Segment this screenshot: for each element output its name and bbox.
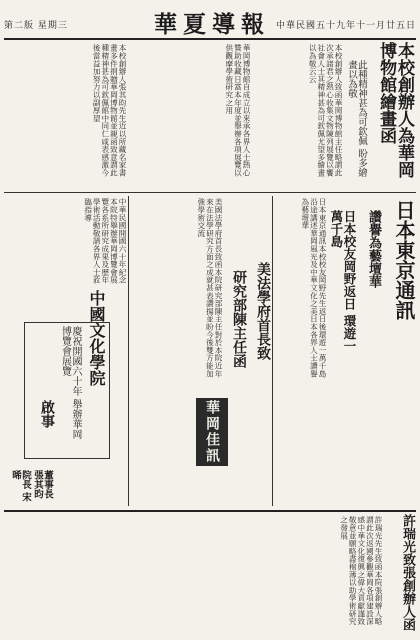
subhead-founder-letter: 此種精神甚為可欽佩 盼多繪畫以為敬: [346, 60, 367, 178]
body-text-mid-center: 美國法學府首長致函本院研究部陳主任對於本院近年來在法學研究方面之成就甚表讚揚並盼今後雙方能加強學術交流: [196, 198, 223, 378]
subhead-tokyo-2: 日本校友岡野返日 環遊一萬千島: [328, 210, 357, 352]
newspaper-title: 華夏導報: [154, 11, 270, 38]
body-text-top-left: 本校創辦人張其昀先生近以所藏名家書畫多件捐贈華岡博物館並親函致意謂此種精神甚為可欽佩館中同仁咸表感激今後當益加努力以副厚望: [92, 44, 127, 177]
headline-law-1: 美法學府首長致: [255, 262, 271, 360]
issue-label: 第二版 星期三: [4, 21, 68, 31]
signature-president: 院長 宋晞: [10, 470, 31, 502]
body-text-mid-left: 中華民國開國六十年紀念本院特舉辦華岡博覽會展覽各系所研究成果及歷年學術活動敬請各界人士蒞臨指導: [83, 198, 127, 284]
section-divider-top: [4, 192, 416, 193]
body-text-bottom: 許瑞光先生致函本院張創辦人略謂此次返國參觀華岡各項建設深感中華文化復興之偉大貢獻謹致敬意並願略盡棉薄以助學術研究之發展: [339, 516, 383, 626]
culture-subtitle: 慶祝開國六十年 舉辦華岡博覽會展覽: [59, 326, 81, 440]
culture-notice-label: 啟事: [39, 400, 55, 428]
subhead-tokyo-1: 讚譽為藝壇華: [366, 210, 381, 288]
headline-law-2: 研究部陳主任函: [231, 270, 247, 368]
headline-tokyo: 日本東京通訊: [392, 200, 416, 320]
signature-chairman: 董事長 張其昀: [32, 470, 53, 499]
body-text-top-center: 華岡博物館自成立以來承各界人士熱心贊助收藏日富本年度並舉辦各項展覽以供觀摩學術研究之用: [224, 44, 251, 177]
headline-founder-letter: 本校創辦人為華岡博物館繪畫函: [376, 42, 414, 178]
masthead: [4, 4, 416, 40]
date-label: 中華民國五十九年十一月廿五日: [275, 21, 416, 31]
headline-bottom: 許瑞光致張創辦人函: [400, 514, 415, 631]
body-text-mid-right: 日本東京通訊本校校友岡野先生返日後環遊一萬千島沿途講述華岡風光及中華文化之美日本各界人士讚譽為藝壇華: [300, 198, 327, 378]
column-divider-1: [128, 196, 129, 506]
culture-college-name: 中國文化學院: [87, 290, 106, 386]
calligraphy-seal: 華岡佳訊: [196, 398, 228, 466]
column-divider-2: [272, 196, 273, 506]
body-text-top-right: 本校創辦人致函華岡博物館主任略謂此次承諸君之熱心收集文物陳列展覽以饗社會人士其精神甚為可欽佩尤望多繪畫以為敬云云: [308, 44, 343, 177]
